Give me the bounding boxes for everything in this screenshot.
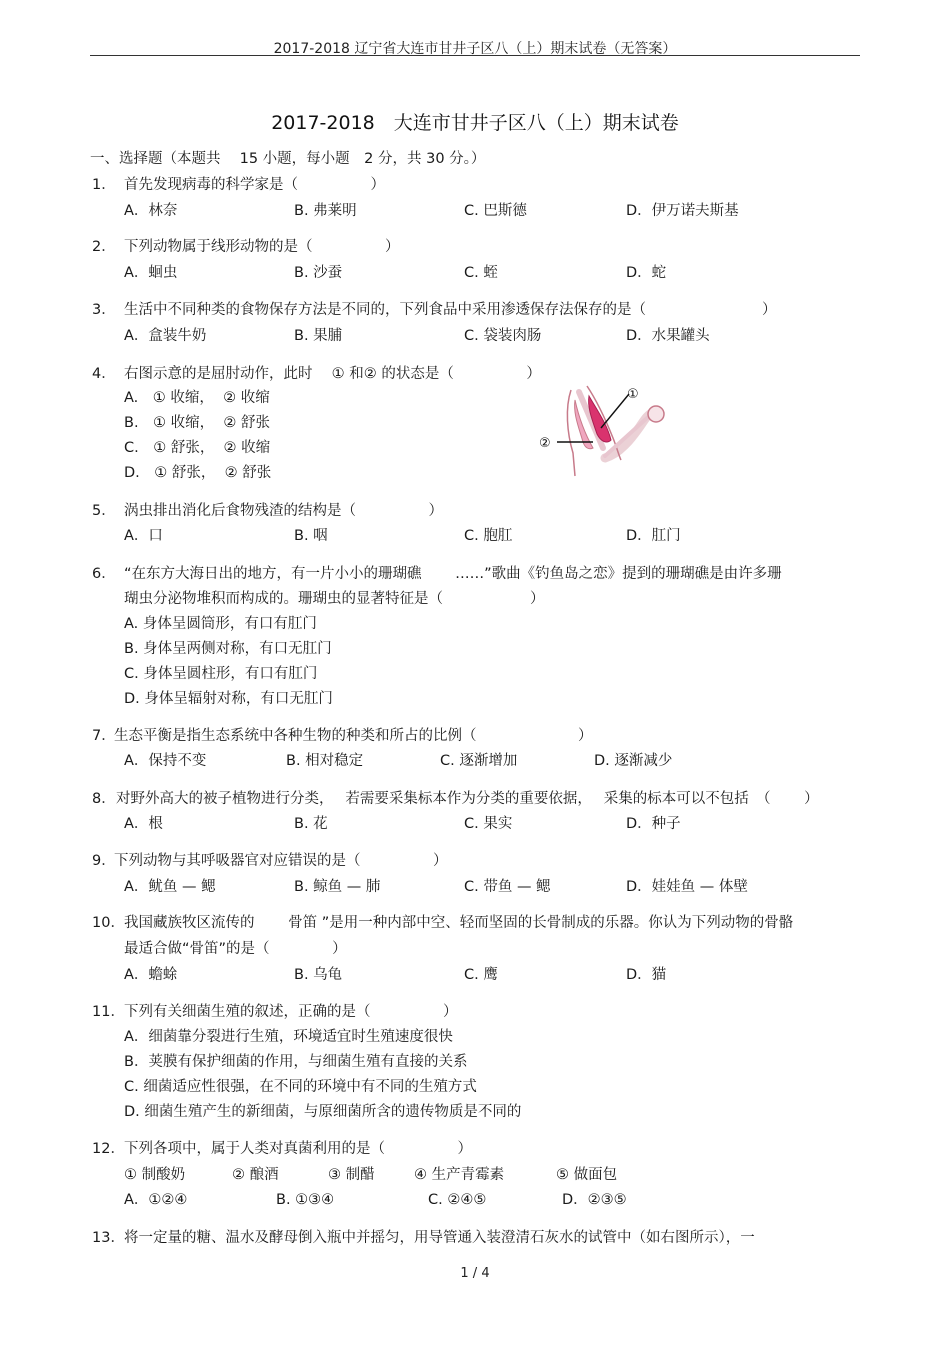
question-number: 2． bbox=[92, 239, 116, 255]
option-c: C. 巴斯德 bbox=[464, 203, 527, 219]
question-text: 将一定量的糖、温水及酵母倒入瓶中并摇匀，用导管通入装澄清石灰水的试管中（如右图所示），一 bbox=[124, 1230, 755, 1246]
option-a: A. ① 收缩， ② 收缩 bbox=[124, 390, 270, 406]
option-a: A．蟾蜍 bbox=[124, 967, 178, 983]
option-c: C. 逐渐增加 bbox=[440, 753, 518, 769]
question-number: 13． bbox=[92, 1230, 125, 1246]
question-number: 6． bbox=[92, 566, 116, 582]
question-number: 7． bbox=[92, 728, 116, 744]
option-b: B. 相对稳定 bbox=[286, 753, 364, 769]
question-text: “在东方大海日出的地方，有一片小小的珊瑚礁 ……”歌曲《钓鱼岛之恋》提到的珊瑚礁是由许多珊 bbox=[124, 566, 782, 582]
option-d: D．娃娃鱼 — 体壁 bbox=[626, 879, 748, 895]
question-text: 对野外高大的被子植物进行分类， 若需要采集标本作为分类的重要依据， 采集的标本可以不包括 （ ） bbox=[116, 791, 819, 807]
leader-line-1 bbox=[601, 394, 629, 428]
question-text: 下列动物与其呼吸器官对应错误的是（ ） bbox=[114, 853, 448, 869]
question-text: 生态平衡是指生态系统中各种生物的种类和所占的比例（ ） bbox=[114, 728, 593, 744]
option-d: D．种子 bbox=[626, 816, 681, 832]
item-2: ② 酿酒 bbox=[232, 1167, 279, 1183]
option-c: C. 身体呈圆柱形，有口有肛门 bbox=[124, 666, 318, 682]
option-b: B. 鲸鱼 — 肺 bbox=[294, 879, 381, 895]
figure-label-2: ② bbox=[539, 436, 551, 451]
figure-label-1: ① bbox=[627, 387, 639, 402]
option-a: A．林奈 bbox=[124, 203, 178, 219]
question-text: 下列动物属于线形动物的是（ ） bbox=[124, 239, 400, 255]
question-number: 10． bbox=[92, 915, 125, 931]
option-b: B. ① 收缩， ② 舒张 bbox=[124, 415, 270, 431]
option-a: A．根 bbox=[124, 816, 163, 832]
forearm-bone bbox=[605, 418, 647, 456]
question-text: 右图示意的是屈肘动作，此时 ① 和② 的状态是（ ） bbox=[124, 366, 541, 382]
option-b: B. ①③④ bbox=[276, 1192, 335, 1208]
option-a: A．鱿鱼 — 鳃 bbox=[124, 879, 216, 895]
item-3: ③ 制醋 bbox=[328, 1167, 375, 1183]
option-d: D．水果罐头 bbox=[626, 328, 710, 344]
section-heading: 一、选择题（本题共 15 小题，每小题 2 分，共 30 分。） bbox=[90, 151, 486, 167]
option-d: D．蛇 bbox=[626, 265, 667, 281]
option-a: A．①②④ bbox=[124, 1192, 188, 1208]
option-b: B. 花 bbox=[294, 816, 328, 832]
option-b: B. 沙蚕 bbox=[294, 265, 343, 281]
option-d: D．②③⑤ bbox=[562, 1192, 627, 1208]
question-text: 下列有关细菌生殖的叙述，正确的是（ ） bbox=[124, 1004, 458, 1020]
page-header: 2017-2018 辽宁省大连市甘井子区八（上）期末试卷（无答案） bbox=[273, 41, 677, 57]
option-a: A．保持不变 bbox=[124, 753, 207, 769]
question-text: 生活中不同种类的食物保存方法是不同的，下列食品中采用渗透保存法保存的是（ ） bbox=[124, 302, 777, 318]
header-rule bbox=[90, 55, 860, 56]
question-text: 下列各项中，属于人类对真菌利用的是（ ） bbox=[124, 1141, 472, 1157]
question-text-continued: 瑚虫分泌物堆积而构成的。珊瑚虫的显著特征是（ ） bbox=[124, 591, 545, 607]
question-number: 3． bbox=[92, 302, 116, 318]
option-c: C. ②④⑤ bbox=[428, 1192, 487, 1208]
page-number: 1 / 4 bbox=[460, 1266, 490, 1281]
fist bbox=[648, 406, 664, 422]
option-d: D．猫 bbox=[626, 967, 667, 983]
option-d: D．肛门 bbox=[626, 528, 681, 544]
option-d: D．伊万诺夫斯基 bbox=[626, 203, 739, 219]
question-text-continued: 最适合做“骨笛”的是（ ） bbox=[124, 941, 347, 957]
option-a: A．盒装牛奶 bbox=[124, 328, 207, 344]
question-text: 涡虫排出消化后食物残渣的结构是（ ） bbox=[124, 503, 443, 519]
option-a: A. 身体呈圆筒形，有口有肛门 bbox=[124, 616, 317, 632]
question-number: 1． bbox=[92, 177, 116, 193]
option-c: C. 细菌适应性很强，在不同的环境中有不同的生殖方式 bbox=[124, 1079, 477, 1095]
elbow-flexion-figure bbox=[535, 378, 675, 478]
option-c: C. 带鱼 — 鳃 bbox=[464, 879, 551, 895]
question-number: 9． bbox=[92, 853, 116, 869]
question-number: 12． bbox=[92, 1141, 125, 1157]
option-a: A．口 bbox=[124, 528, 163, 544]
option-b: B. 果脯 bbox=[294, 328, 343, 344]
option-b: B．荚膜有保护细菌的作用，与细菌生殖有直接的关系 bbox=[124, 1054, 468, 1070]
question-number: 11． bbox=[92, 1004, 125, 1020]
item-1: ① 制酸奶 bbox=[124, 1167, 186, 1183]
option-a: A．蛔虫 bbox=[124, 265, 178, 281]
question-number: 8． bbox=[92, 791, 116, 807]
option-c: C. 胞肛 bbox=[464, 528, 513, 544]
option-b: B. 乌龟 bbox=[294, 967, 343, 983]
option-b: B. 身体呈两侧对称，有口无肛门 bbox=[124, 641, 332, 657]
document-title: 2017-2018 大连市甘井子区八（上）期末试卷 bbox=[271, 112, 679, 134]
option-b: B. 咽 bbox=[294, 528, 328, 544]
option-b: B. 弗莱明 bbox=[294, 203, 357, 219]
option-a: A．细菌靠分裂进行生殖，环境适宜时生殖速度很快 bbox=[124, 1029, 453, 1045]
question-number: 5． bbox=[92, 503, 116, 519]
item-5: ⑤ 做面包 bbox=[556, 1167, 618, 1183]
option-c: C. 袋装肉肠 bbox=[464, 328, 542, 344]
option-c: C. 蛭 bbox=[464, 265, 498, 281]
option-d: D. 逐渐减少 bbox=[594, 753, 673, 769]
option-d: D. ① 舒张， ② 舒张 bbox=[124, 465, 272, 481]
option-c: C. 鹰 bbox=[464, 967, 498, 983]
question-text: 首先发现病毒的科学家是（ ） bbox=[124, 177, 385, 193]
question-number: 4． bbox=[92, 366, 116, 382]
question-text: 我国藏族牧区流传的 骨笛 ”是用一种内部中空、轻而坚固的长骨制成的乐器。你认为下列动物的骨骼 bbox=[124, 915, 794, 931]
option-d: D. 细菌生殖产生的新细菌，与原细菌所含的遗传物质是不同的 bbox=[124, 1104, 522, 1120]
option-c: C. ① 舒张， ② 收缩 bbox=[124, 440, 271, 456]
option-c: C. 果实 bbox=[464, 816, 513, 832]
option-d: D. 身体呈辐射对称，有口无肛门 bbox=[124, 691, 333, 707]
item-4: ④ 生产青霉素 bbox=[414, 1167, 505, 1183]
